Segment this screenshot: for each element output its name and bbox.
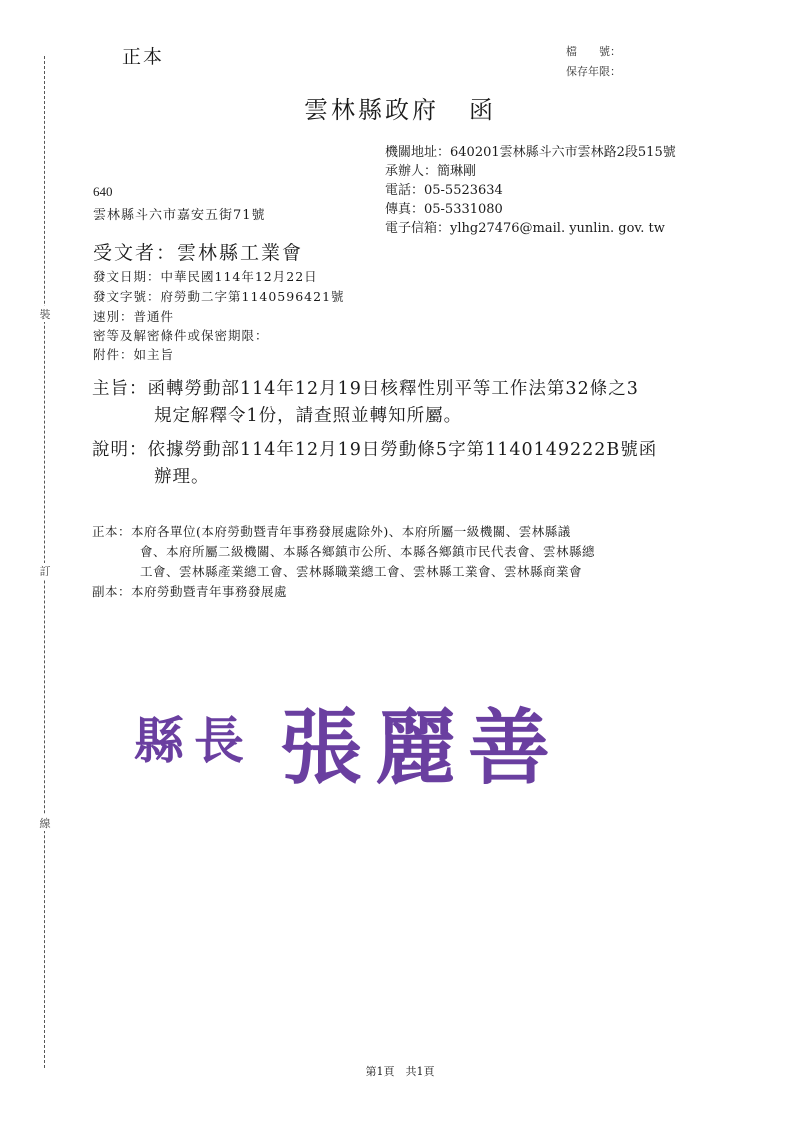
attachment: 附件：如主旨 <box>93 347 175 362</box>
subject-line-1: 主旨：函轉勞動部114年12月19日核釋性別平等工作法第32條之3 <box>92 379 639 399</box>
explanation-line-2: 辦理。 <box>154 467 210 487</box>
distribution-copy: 副本：本府勞動暨青年事務發展處 <box>92 584 288 599</box>
binding-line <box>44 56 45 1068</box>
binding-mark-xian: 線 <box>39 817 51 830</box>
seal-char-zhang: 張 <box>280 700 363 796</box>
distribution-original-2: 會、本府所屬二級機關、本縣各鄉鎮市公所、本縣各鄉鎮市民代表會、雲林縣總 <box>140 544 596 559</box>
title-org: 雲林縣政府 <box>304 96 439 124</box>
seal-char-shan: 善 <box>468 700 551 796</box>
agency-address: 機關地址：640201雲林縣斗六市雲林路2段515號 <box>385 145 676 160</box>
binding-mark-ding: 訂 <box>39 565 51 578</box>
page-number: 第1頁 共1頁 <box>365 1065 435 1078</box>
binding-mark-zhuang: 裝 <box>39 308 51 321</box>
copy-label: 正本 <box>122 46 165 68</box>
seal-char-head: 長 <box>194 711 244 770</box>
confidentiality: 密等及解密條件或保密期限： <box>93 328 269 343</box>
explanation-line-1: 說明：依據勞動部114年12月19日勞動條5字第1140149222B號函 <box>92 440 658 460</box>
magistrate-signature-seal <box>130 690 560 800</box>
agency-fax: 傳真：05-5331080 <box>385 202 503 217</box>
issue-date: 發文日期：中華民國114年12月22日 <box>93 269 318 284</box>
document-title <box>0 90 800 125</box>
receiver-address: 雲林縣斗六市嘉安五街71號 <box>93 208 266 223</box>
seal-char-county: 縣 <box>134 711 184 770</box>
distribution-original-1: 正本：本府各單位(本府勞動暨青年事務發展處除外)、本府所屬一級機關、雲林縣議 <box>92 524 571 539</box>
seal-char-li: 麗 <box>375 700 458 796</box>
receiver-zip: 640 <box>93 184 113 199</box>
archive-number-label: 檔 號： <box>566 45 621 58</box>
priority: 速別：普通件 <box>93 309 175 324</box>
subject-line-2: 規定解釋令1份，請查照並轉知所屬。 <box>154 406 463 426</box>
title-doc-type: 函 <box>469 96 496 124</box>
retention-period-label: 保存年限： <box>566 65 621 78</box>
agency-phone: 電話：05-5523634 <box>385 183 503 198</box>
agency-email: 電子信箱：ylhg27476@mail. yunlin. gov. tw <box>385 221 665 236</box>
document-number: 發文字號：府勞動二字第1140596421號 <box>93 289 345 304</box>
agency-contact-person: 承辦人：簡琳剛 <box>385 164 477 179</box>
distribution-original-3: 工會、雲林縣產業總工會、雲林縣職業總工會、雲林縣工業會、雲林縣商業會 <box>140 564 583 579</box>
recipient: 受文者：雲林縣工業會 <box>93 242 304 264</box>
